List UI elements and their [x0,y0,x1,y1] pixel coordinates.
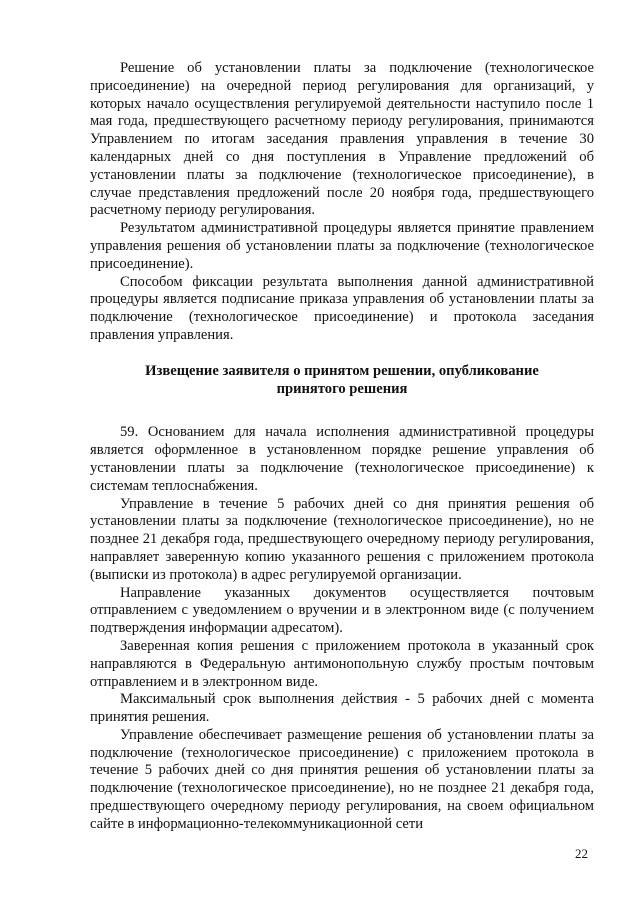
paragraph: 59. Основанием для начала исполнения административной процедуры является оформленное в установленном порядке решение управления об установлении платы за подключение (технологическое присоединение) к системам теплоснабжения. [90,424,594,494]
paragraph: Максимальный срок выполнения действия - 5 рабочих дней с момента принятия решения. [90,691,594,726]
page-number: 22 [575,846,588,861]
document-body [90,60,594,834]
paragraph: Заверенная копия решения с приложением протокола в указанный срок направляются в Федеральную антимонопольную службу простым почтовым отправлением и в электронном виде. [90,637,594,690]
section-heading-line-1: Извещение заявителя о принятом решении, опубликование [145,362,539,379]
paragraph: Направление указанных документов осуществляется почтовым отправлением с уведомлением о вручении и в электронном виде (с получением подтверждения информации адресатом). [90,584,594,637]
paragraph: Способом фиксации результата выполнения данной административной процедуры является подписание приказа управления об установлении платы за подключение (технологическое присоединение) и протокола заседания правления управления. [90,273,594,343]
section-heading [90,363,594,399]
paragraph: Управление обеспечивает размещение решения об установлении платы за подключение (технологическое присоединение) с приложением протокола в течение 5 рабочих дней со дня принятия решения об установлении платы за подключение (технологическое присоединение), но не позднее 21 декабря года, предшествующего очередному периоду регулирования, на своем официальном сайте в информационно-телекоммуникационной сети [90,726,594,832]
paragraph: Решение об установлении платы за подключение (технологическое присоединение) на очередной период регулирования для организаций, у которых начало осуществления регулируемой деятельности наступило после 1 мая года, предшествующего расчетному периоду регулирования, принимаются Управлением по итогам заседания правления управления в течение 30 календарных дней со дня поступления в Управление предложений об установлении платы за подключение (технологическое присоединение), в случае представления предложений после 20 ноября года, предшествующего расчетному периоду регулирования. [90,60,594,219]
paragraph: Управление в течение 5 рабочих дней со дня принятия решения об установлении платы за подключение (технологическое присоединение), но не позднее 21 декабря года, предшествующего очередному периоду регулирования, направляет заверенную копию указанного решения с приложением протокола (выписки из протокола) в адрес регулируемой организации. [90,495,594,583]
paragraph: Результатом административной процедуры является принятие правлением управления решения об установлении платы за подключение (технологическое присоединение). [90,220,594,272]
section-heading-line-2: принятого решения [276,380,408,397]
